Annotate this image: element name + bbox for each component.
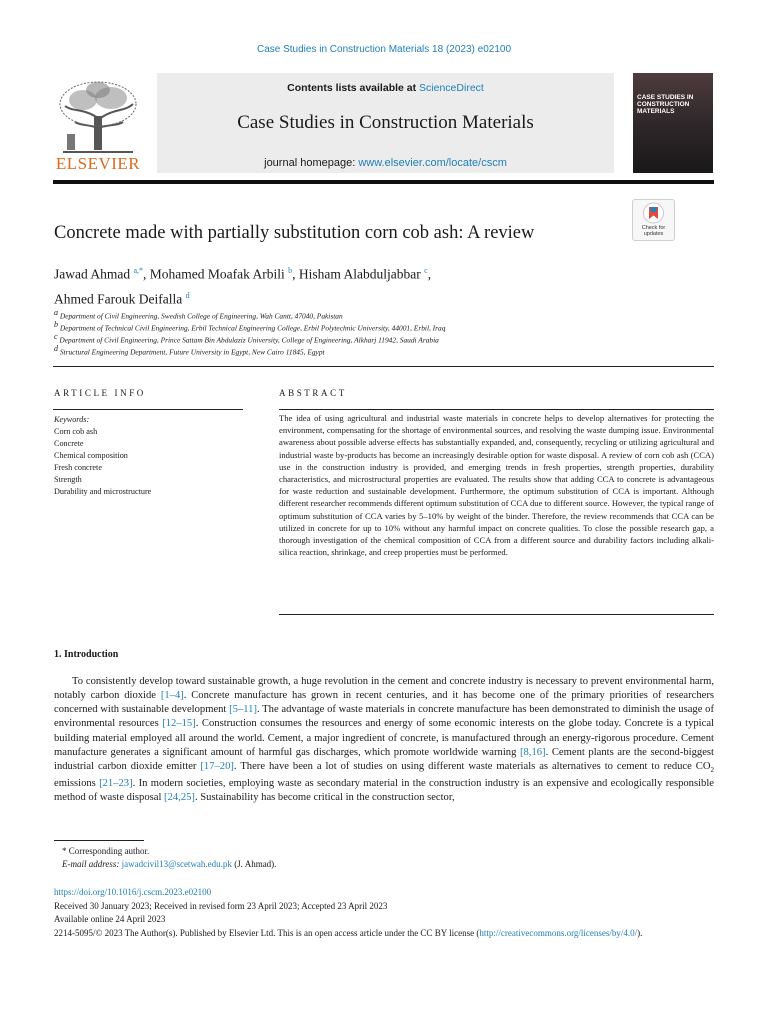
citation-link[interactable]: [8,16] xyxy=(519,746,546,758)
keyword: Corn cob ash xyxy=(54,427,98,436)
corresponding-author-note: * Corresponding author. xyxy=(62,846,150,856)
email-note xyxy=(62,859,276,869)
bookmark-icon xyxy=(633,200,674,226)
received-dates: Received 30 January 2023; Received in revised form 23 April 2023; Accepted 23 April 2023 xyxy=(54,901,388,911)
keyword: Concrete xyxy=(54,439,84,448)
citation-link[interactable]: [1–4] xyxy=(160,690,184,702)
footnote-rule xyxy=(54,840,144,841)
intro-text: . In modern societies, employing waste as secondary material in the construction industry is an expensive and ecologically responsible method of waste disposal xyxy=(54,778,714,804)
intro-text: . There have been a lot of studies on using different waste materials as alternatives to cement to reduce CO xyxy=(233,760,711,772)
license-statement xyxy=(54,927,714,940)
keyword: Fresh concrete xyxy=(54,463,102,472)
intro-text: . Construction consumes the resources and energy of some economic interests on the globe today. Concrete is a typical building material employed all around the world. Cement, a major ingredient of concrete, is manufactured through an energy-rigorous procedure. Cement manufacture generates a significant amount of harmful gas discharges, which promote worldwide warning xyxy=(54,718,714,758)
author-name: Mohamed Moafak Arbili xyxy=(149,266,285,282)
intro-text: . Concrete manufacture has grown in recent centuries, and it has become one of the primary priorities of researchers concerned with sustainable development xyxy=(54,690,715,716)
intro-text: . Cement plants are the second-biggest industrial carbon dioxide emitter xyxy=(54,746,714,772)
email-label: E-mail address: xyxy=(62,859,122,869)
affiliation xyxy=(54,308,343,320)
citation-link[interactable]: [24,25] xyxy=(164,792,195,804)
affiliation-text: Department of Civil Engineering, Swedish College of Engineering, Wah Cantt, 47040, Pakistan xyxy=(59,311,343,321)
affiliation xyxy=(54,332,439,344)
author-affiliation-marker[interactable]: c xyxy=(424,266,428,275)
citation-link[interactable]: [17–20] xyxy=(200,760,234,772)
author-name: Jawad Ahmad xyxy=(54,266,131,282)
intro-text: emissions xyxy=(54,778,100,790)
citation-link[interactable]: [21–23] xyxy=(99,778,133,790)
section-heading: 1. Introduction xyxy=(54,649,119,660)
abstract-text: The idea of using agricultural and industrial waste materials in concrete helps to develop alternatives for protecting the environment, compensating for the shortage of environmental sources, and resolving the waste dumping issue. Environmental awareness about possible adverse effects has substantially expanded, and, consequently, recycling or utilizing agricultural and industrial waste by-products has become an increasingly desirable option for waste disposal. A review of corn cob ash (CCA) use in the construction industry is provided, and emerging trends in fresh properties, strength properties, durability characteristics, and microstructural properties are evaluated. The results show that adding CCA to concrete is advantageous for waste reduction and sustainable development. Furthermore, the optimum substitution of CCA is important. Although different researcher recommends different optimum substitution of CCA due to different source. However, the typical range of optimum substitution of CCA varies by 5–10% by weight of the binder. Therefore, the review recommends that CCA can be utilized in concrete for up to 10% without any harmful impact on concrete qualities. To close the possible research gap, a thorough investigation of the chemical composition of CCA from a different source and durability factors including alkali-silica reaction, shrinkage, and creep properties must be performed. xyxy=(279,413,714,558)
divider xyxy=(279,614,714,615)
affiliation xyxy=(54,344,325,356)
intro-text: . Sustainability has become critical in the construction sector, xyxy=(194,792,455,804)
header-rule xyxy=(53,180,714,184)
homepage-prefix: journal homepage: xyxy=(264,157,359,169)
intro-text: To consistently develop toward sustainable growth, a huge revolution in the cement and concrete industry is necessary to prevent environmental harm, notably carbon dioxide xyxy=(54,676,714,702)
citation-link[interactable]: [12–15] xyxy=(162,718,196,730)
affiliation-text: Department of Civil Engineering, Prince Sattam Bin Abdulaziz University, College of Engineering, Alkharj 11942, Saudi Arabia xyxy=(59,335,439,345)
journal-cover-image[interactable] xyxy=(633,73,713,173)
elsevier-wordmark: ELSEVIER xyxy=(55,154,141,173)
subscript: 2 xyxy=(710,766,714,775)
article-title: Concrete made with partially substitution corn cob ash: A review xyxy=(54,223,535,243)
sciencedirect-link[interactable]: ScienceDirect xyxy=(419,82,484,94)
author-name: Ahmed Farouk Deifalla xyxy=(54,291,183,306)
author-affiliation-marker[interactable]: a,* xyxy=(133,266,144,275)
license-end: ). xyxy=(637,928,643,938)
author-name: Hisham Alabduljabbar xyxy=(298,266,421,282)
license-text: 2214-5095/© 2023 The Author(s). Published by Elsevier Ltd. This is an open access article under the CC BY license ( xyxy=(54,928,480,938)
email-suffix: (J. Ahmad). xyxy=(231,859,277,869)
divider xyxy=(279,409,714,410)
intro-paragraph xyxy=(54,675,714,806)
affiliation-marker: b xyxy=(54,320,58,329)
keyword: Strength xyxy=(54,475,82,484)
keywords-block xyxy=(54,414,244,498)
license-link[interactable]: http://creativecommons.org/licenses/by/4.0/ xyxy=(479,928,638,938)
homepage-line xyxy=(157,157,614,169)
affiliation-text: Department of Technical Civil Engineering, Erbil Technical Engineering College, Erbil Polytechnic University, 44001, Erbil, Iraq xyxy=(59,323,446,333)
affiliation-marker: d xyxy=(54,344,58,353)
contents-line xyxy=(157,82,614,94)
affiliation xyxy=(54,320,445,332)
affiliation-text: Structural Engineering Department, Future University in Egypt, New Cairo 11845, Egypt xyxy=(59,347,325,357)
journal-reference[interactable]: Case Studies in Construction Materials 18 (2023) e02100 xyxy=(256,44,512,55)
article-info-heading: ARTICLE INFO xyxy=(54,388,146,398)
affiliation-marker: a xyxy=(54,308,58,317)
intro-text: . The advantage of waste materials in concrete manufacture has been demonstrated to diminish the usage of environmental resources xyxy=(54,704,714,730)
journal-title: Case Studies in Construction Materials xyxy=(237,112,534,133)
keyword: Chemical composition xyxy=(54,451,128,460)
available-date: Available online 24 April 2023 xyxy=(54,914,166,924)
tree-icon xyxy=(53,78,143,156)
author-list: Jawad Ahmad $^{a,*}$, Mohamed Moafak Arbili $^b$, Hisham Alabduljabbar $^c$, Ahmed Farouk Deifalla $^d$ xyxy=(54,266,432,306)
keywords-label: Keywords: xyxy=(54,415,90,424)
doi-link[interactable]: https://doi.org/10.1016/j.cscm.2023.e02100 xyxy=(54,887,212,897)
check-badge-label: Check for updates xyxy=(641,225,666,238)
contents-prefix: Contents lists available at xyxy=(287,82,420,94)
author-affiliation-marker[interactable]: d xyxy=(185,290,190,300)
author-affiliation-marker[interactable]: b xyxy=(288,266,293,275)
divider xyxy=(53,409,243,410)
check-for-updates-badge[interactable] xyxy=(632,199,675,241)
homepage-link[interactable]: www.elsevier.com/locate/cscm xyxy=(358,157,507,169)
affiliation-marker: c xyxy=(54,332,58,341)
citation-link[interactable]: [5–11] xyxy=(229,704,257,716)
divider xyxy=(53,366,714,367)
cover-title: CASE STUDIES IN CONSTRUCTION MATERIALS xyxy=(637,94,694,115)
abstract-heading: ABSTRACT xyxy=(279,388,347,398)
keyword: Durability and microstructure xyxy=(54,487,152,496)
email-link[interactable]: jawadcivil13@scetwah.edu.pk xyxy=(121,859,232,869)
